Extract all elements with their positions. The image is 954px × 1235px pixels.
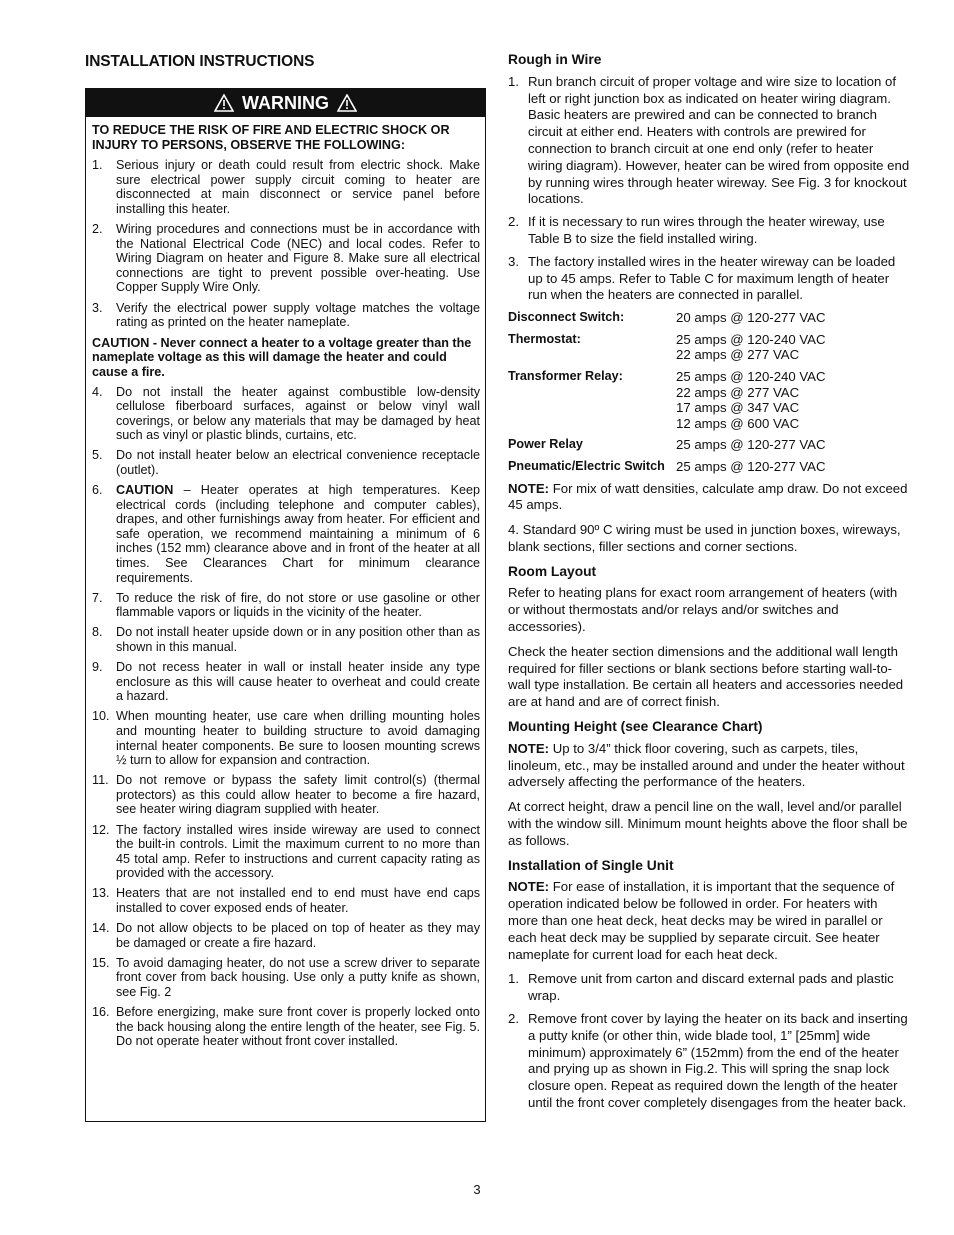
list-item [92, 591, 480, 620]
item-number: 7. [92, 590, 103, 605]
section-heading-single-unit: Installation of Single Unit [508, 857, 674, 873]
item-number: 10. [92, 709, 110, 724]
list-item [508, 254, 910, 304]
amp-label: Pneumatic/Electric Switch [508, 458, 665, 473]
item-text: Remove front cover by laying the heater on its back and inserting a putty knife (or other thin, wide blade tool, 1” [25mm] wide minimum) approximately 6” (152mm) from the end of the heater and prying up as shown in Fig.2. This will spring the snap lock closure open. Repeat as required down the length of the heater until the front cover completely disengages from the heater back. [528, 1011, 908, 1110]
room-layout-paragraph: Check the heater section dimensions and the additional wall length required for filler sections or blank sections before starting wall-to-wall type installation. Be certain all heaters and accessories needed are at hand and are of correct finish. [508, 643, 904, 710]
list-item [508, 1011, 910, 1112]
list-item [92, 921, 480, 950]
warning-heading: WARNING [242, 92, 329, 113]
warning-list-b [92, 385, 480, 1049]
amp-rating-table [508, 310, 910, 474]
list-item [92, 1005, 480, 1049]
item-text-body: – Heater operates at high temperatures. Keep electrical cords (including telephone and computer cables), drapes, and other furnishings away from heater. For efficient and safe operation, we recommend maintaining a minimum of 6 inches (152 mm) clearance above and in front of the heater at all times. See Clearances Chart for minimum clearance requirements. [116, 483, 480, 585]
warning-list-a [92, 158, 480, 330]
list-item [92, 483, 480, 585]
caution-keyword: CAUTION [116, 483, 174, 498]
item-number: 5. [92, 448, 103, 463]
item-number: 13. [92, 886, 110, 901]
item-number: 9. [92, 660, 103, 675]
page-number: 3 [473, 1182, 481, 1197]
item-number: 14. [92, 921, 110, 936]
item-number: 3. [92, 300, 103, 315]
amp-label: Thermostat: [508, 331, 581, 346]
item-number: 1. [508, 73, 519, 89]
item-number: 1. [92, 158, 103, 173]
item-number: 15. [92, 955, 110, 970]
table-row [508, 369, 910, 431]
item-text: Remove unit from carton and discard external pads and plastic wrap. [528, 971, 894, 1004]
item-text: Do not allow objects to be placed on top of heater as they may be damaged or create a fire hazard. [116, 921, 480, 950]
item-text: The factory installed wires in the heater wireway can be loaded up to 45 amps. Refer to Table C for maximum length of heater run when the heaters are connected in parallel. [528, 253, 896, 303]
item-number: 12. [92, 822, 110, 837]
item-text: Run branch circuit of proper voltage and wire size to location of left or right junction box as indicated on heater wiring diagram. Basic heaters are prewired and can be connected to branch circuit at either end. Heaters with controls are prewired for connection to branch circuit at one end only (refer to heater wiring diagram). However, heater can be wired from opposite end by running wires through heater wireway. See Fig. 3 for knockout locations. [528, 73, 910, 207]
amp-value: 20 amps @ 120-277 VAC [676, 310, 826, 326]
amp-values [676, 310, 910, 326]
amp-label: Transformer Relay: [508, 368, 623, 383]
amp-value: 22 amps @ 277 VAC [676, 347, 800, 363]
amp-value: 12 amps @ 600 VAC [676, 415, 800, 431]
item-number: 2. [92, 222, 103, 237]
rough-in-list [508, 74, 910, 304]
item-number: 8. [92, 625, 103, 640]
list-item [92, 886, 480, 915]
item-text: Serious injury or death could result from electric shock. Make sure electrical power supply circuit coming to heater are disconnected at main disconnect or service panel before installing this heater. [116, 158, 480, 216]
single-unit-note [508, 879, 910, 963]
amp-label: Disconnect Switch: [508, 310, 625, 325]
amp-value: 25 amps @ 120-277 VAC [676, 437, 826, 453]
rough-in-item-4: 4. Standard 90º C wiring must be used in junction boxes, wireways, blank sections, filler sections and corner sections. [508, 522, 901, 554]
item-text: To avoid damaging heater, do not use a screw driver to separate front cover from back housing. Use only a putty knife as shown, see Fig. 2 [116, 955, 480, 999]
amp-value: 22 amps @ 277 VAC [676, 384, 800, 400]
amp-value: 25 amps @ 120-240 VAC [676, 331, 826, 347]
list-item [92, 385, 480, 443]
item-number: 1. [508, 971, 519, 987]
warning-triangle-icon [337, 94, 357, 112]
caution-statement: CAUTION - Never connect a heater to a voltage greater than the nameplate voltage as this will damage the heater and could cause a fire. [92, 335, 472, 379]
list-item [92, 222, 480, 295]
note-label: NOTE: [508, 740, 550, 756]
amp-values [676, 437, 910, 453]
list-item [92, 158, 480, 216]
item-text: Heaters that are not installed end to end must have end caps installed to cover exposed ends of heater. [116, 886, 480, 915]
amp-value: 25 amps @ 120-240 VAC [676, 368, 826, 384]
list-item [508, 214, 910, 248]
rough-in-note [508, 481, 910, 515]
amp-value: 25 amps @ 120-277 VAC [676, 458, 826, 474]
table-row [508, 332, 910, 363]
item-text: Do not install heater below an electrical convenience receptacle (outlet). [116, 448, 480, 477]
table-row [508, 459, 910, 475]
warning-box [85, 88, 486, 1122]
amp-label: Power Relay [508, 437, 583, 452]
warning-intro: TO REDUCE THE RISK OF FIRE AND ELECTRIC SHOCK OR INJURY TO PERSONS, OBSERVE THE FOLLOWING: [92, 123, 450, 152]
list-item [92, 773, 480, 817]
item-text: Do not install the heater against combustible low-density cellulose fiberboard surfaces, against or below vinyl wall coverings, or below any materials that may be damaged by heat such as vinyl or plastic blinds, curtains, etc. [116, 384, 480, 443]
list-item [92, 709, 480, 767]
table-row [508, 310, 910, 326]
item-number: 3. [508, 253, 519, 269]
right-column [508, 52, 910, 1118]
item-number: 2. [508, 1011, 519, 1027]
list-item [92, 660, 480, 704]
item-number: 16. [92, 1005, 110, 1020]
room-layout-paragraph: Refer to heating plans for exact room arrangement of heaters (with or without thermostats and/or relays and/or switches and accessories). [508, 585, 898, 635]
amp-values [676, 459, 910, 475]
amp-value: 17 amps @ 347 VAC [676, 400, 800, 416]
item-number: 6. [92, 483, 103, 498]
note-label: NOTE: [508, 480, 550, 496]
single-unit-list [508, 971, 910, 1111]
note-text: Up to 3/4” thick floor covering, such as carpets, tiles, linoleum, etc., may be installed around and under the heater without adversely affecting the performance of the heaters. [508, 740, 905, 790]
item-text: Verify the electrical power supply voltage matches the voltage rating as printed on the heater nameplate. [116, 300, 480, 330]
item-text: Do not install heater upside down or in any position other than as shown in this manual. [116, 625, 480, 654]
item-text: Before energizing, make sure front cover is properly locked onto the back housing along the entire length of the heater, see Fig. 5. Do not operate heater without front cover installed. [116, 1005, 480, 1049]
note-text: For ease of installation, it is important that the sequence of operation indicated below be followed in order. For heaters with more than one heat deck, heat decks may be wired in parallel or each heat deck may be supplied by separate circuit. See heater nameplate for current load for each heat deck. [508, 879, 895, 962]
item-number: 2. [508, 214, 519, 230]
item-number: 11. [92, 773, 109, 788]
section-heading-room-layout: Room Layout [508, 563, 597, 579]
mounting-note [508, 741, 910, 791]
note-label: NOTE: [508, 879, 550, 895]
table-row [508, 437, 910, 453]
item-text: To reduce the risk of fire, do not store or use gasoline or other flammable vapors or liquids in the vicinity of the heater. [116, 590, 480, 620]
list-item [92, 956, 480, 1000]
warning-header [86, 89, 485, 117]
list-item [508, 74, 910, 208]
item-text: Wiring procedures and connections must be in accordance with the National Electrical Code (NEC) and local codes. Refer to Wiring Diagram on heater and Figure 8. Make sure all electrical connections are tight to prevent possible over-heating. Use Copper Supply Wire Only. [116, 222, 480, 295]
mounting-paragraph: At correct height, draw a pencil line on the wall, level and/or parallel with the window sill. Minimum mount heights above the floor shall be as follows. [508, 799, 908, 848]
section-heading-mounting-height: Mounting Height (see Clearance Chart) [508, 719, 763, 735]
note-text: For mix of watt densities, calculate amp draw. Do not exceed 45 amps. [508, 480, 908, 513]
list-item [92, 625, 480, 654]
item-text [116, 483, 480, 585]
item-text: If it is necessary to run wires through the heater wireway, use Table B to size the field installed wiring. [528, 214, 885, 246]
page-title: INSTALLATION INSTRUCTIONS [85, 53, 315, 70]
item-text: The factory installed wires inside wireway are used to connect the built-in controls. Limit the maximum current to no more than 45 total amp. Refer to instructions and current capacity rating as provided with the accessory. [116, 822, 480, 881]
list-item [92, 448, 480, 477]
list-item [92, 301, 480, 330]
item-text: Do not recess heater in wall or install heater inside any type enclosure as this will cause heater to overheat and could create a hazard. [116, 660, 480, 704]
list-item [92, 823, 480, 881]
list-item [508, 971, 910, 1005]
warning-triangle-icon [214, 94, 234, 112]
section-heading-rough-in: Rough in Wire [508, 52, 602, 67]
amp-values [676, 369, 910, 431]
item-number: 4. [92, 384, 103, 399]
item-text: Do not remove or bypass the safety limit control(s) (thermal protectors) as this could allow heater to become a fire hazard, see heater wiring diagram supplied with heater. [116, 773, 480, 817]
amp-values [676, 332, 910, 363]
item-text: When mounting heater, use care when drilling mounting holes and mounting heater to building structure to avoid damaging internal heater components. Be sure to loosen mounting screws ½ turn to allow for expansion and contraction. [116, 709, 480, 768]
